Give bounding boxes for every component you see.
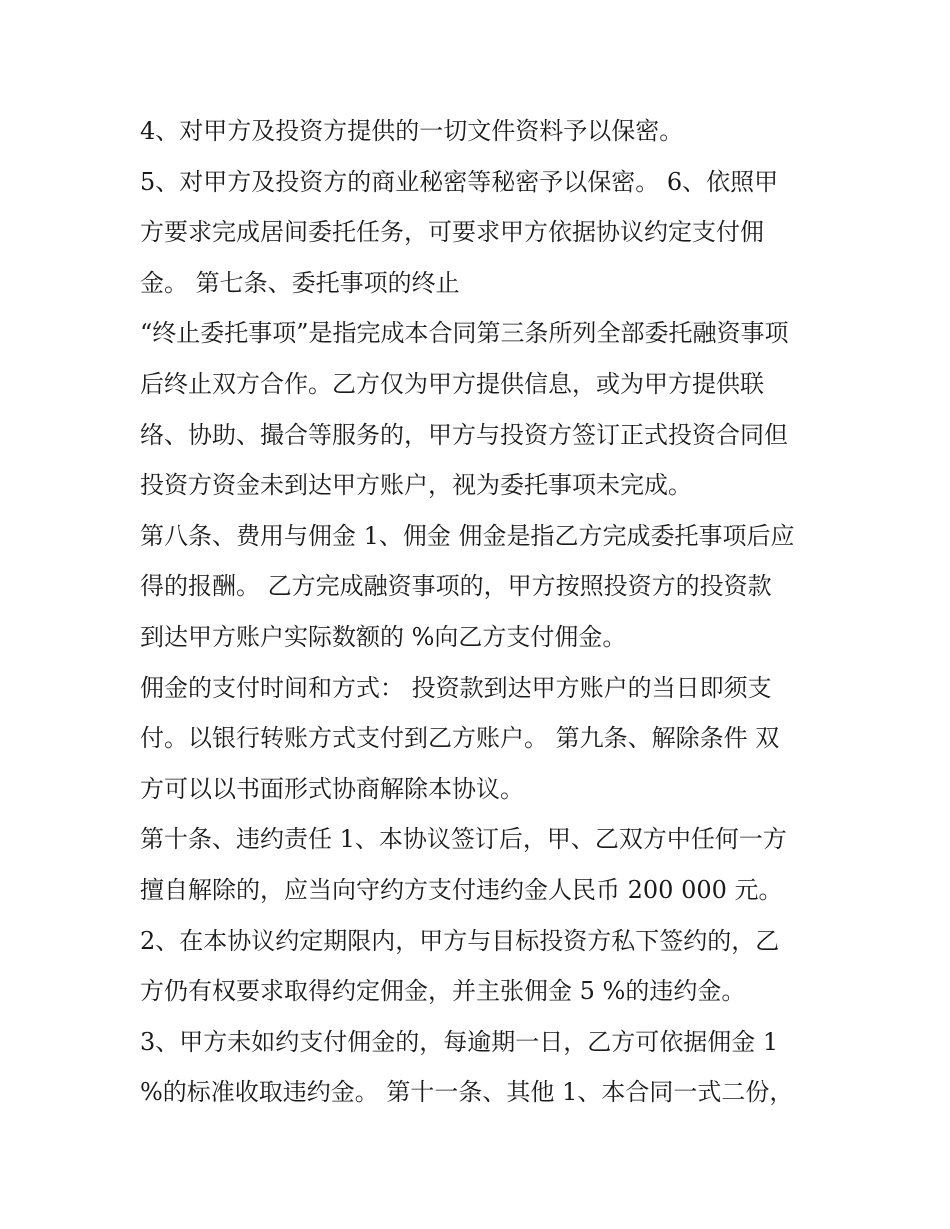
text-line: 付。以银行转账方式支付到乙方账户。 第九条、解除条件 双 — [140, 724, 780, 753]
text-line: 佣金的支付时间和方式： 投资款到达甲方账户的当日即须支 — [140, 673, 772, 702]
contract-text-body — [140, 106, 820, 1118]
text-line: “终止委托事项”是指完成本合同第三条所列全部委托融资事项 — [140, 319, 789, 348]
text-line: 4、对甲方及投资方提供的一切文件资料予以保密。 — [140, 117, 684, 145]
text-line: 方可以以书面形式协商解除本协议。 — [140, 774, 524, 803]
text-line: 到达甲方账户实际数额的 %向乙方支付佣金。 — [140, 622, 627, 651]
text-line: 金。 第七条、委托事项的终止 — [140, 268, 460, 297]
text-line: 方要求完成居间委托任务，可要求甲方依据协议约定支付佣 — [140, 218, 764, 247]
text-line: 5、对甲方及投资方的商业秘密等秘密予以保密。 6、依照甲 — [140, 167, 779, 196]
text-line: 得的报酬。 乙方完成融资事项的，甲方按照投资方的投资款 — [140, 572, 772, 601]
text-line: %的标准收取违约金。 第十一条、其他 1、本合同一式二份， — [140, 1078, 794, 1107]
text-line: 方仍有权要求取得约定佣金，并主张佣金 5 %的违约金。 — [140, 977, 746, 1006]
text-line: 第八条、费用与佣金 1、佣金 佣金是指乙方完成委托事项后应 — [140, 521, 795, 550]
text-line: 投资方资金未到达甲方账户，视为委托事项未完成。 — [140, 471, 692, 500]
text-line: 3、甲方未如约支付佣金的，每逾期一日，乙方可依据佣金 1 — [140, 1027, 779, 1056]
text-line: 擅自解除的，应当向守约方支付违约金人民币 200 000 元。 — [140, 875, 783, 904]
text-line: 第十条、违约责任 1、本协议签订后，甲、乙双方中任何一方 — [140, 825, 787, 854]
text-line: 后终止双方合作。乙方仅为甲方提供信息，或为甲方提供联 — [140, 369, 764, 398]
text-line: 2、在本协议约定期限内，甲方与目标投资方私下签约的，乙 — [140, 926, 780, 955]
text-line: 络、协助、撮合等服务的，甲方与投资方签订正式投资合同但 — [140, 420, 788, 449]
